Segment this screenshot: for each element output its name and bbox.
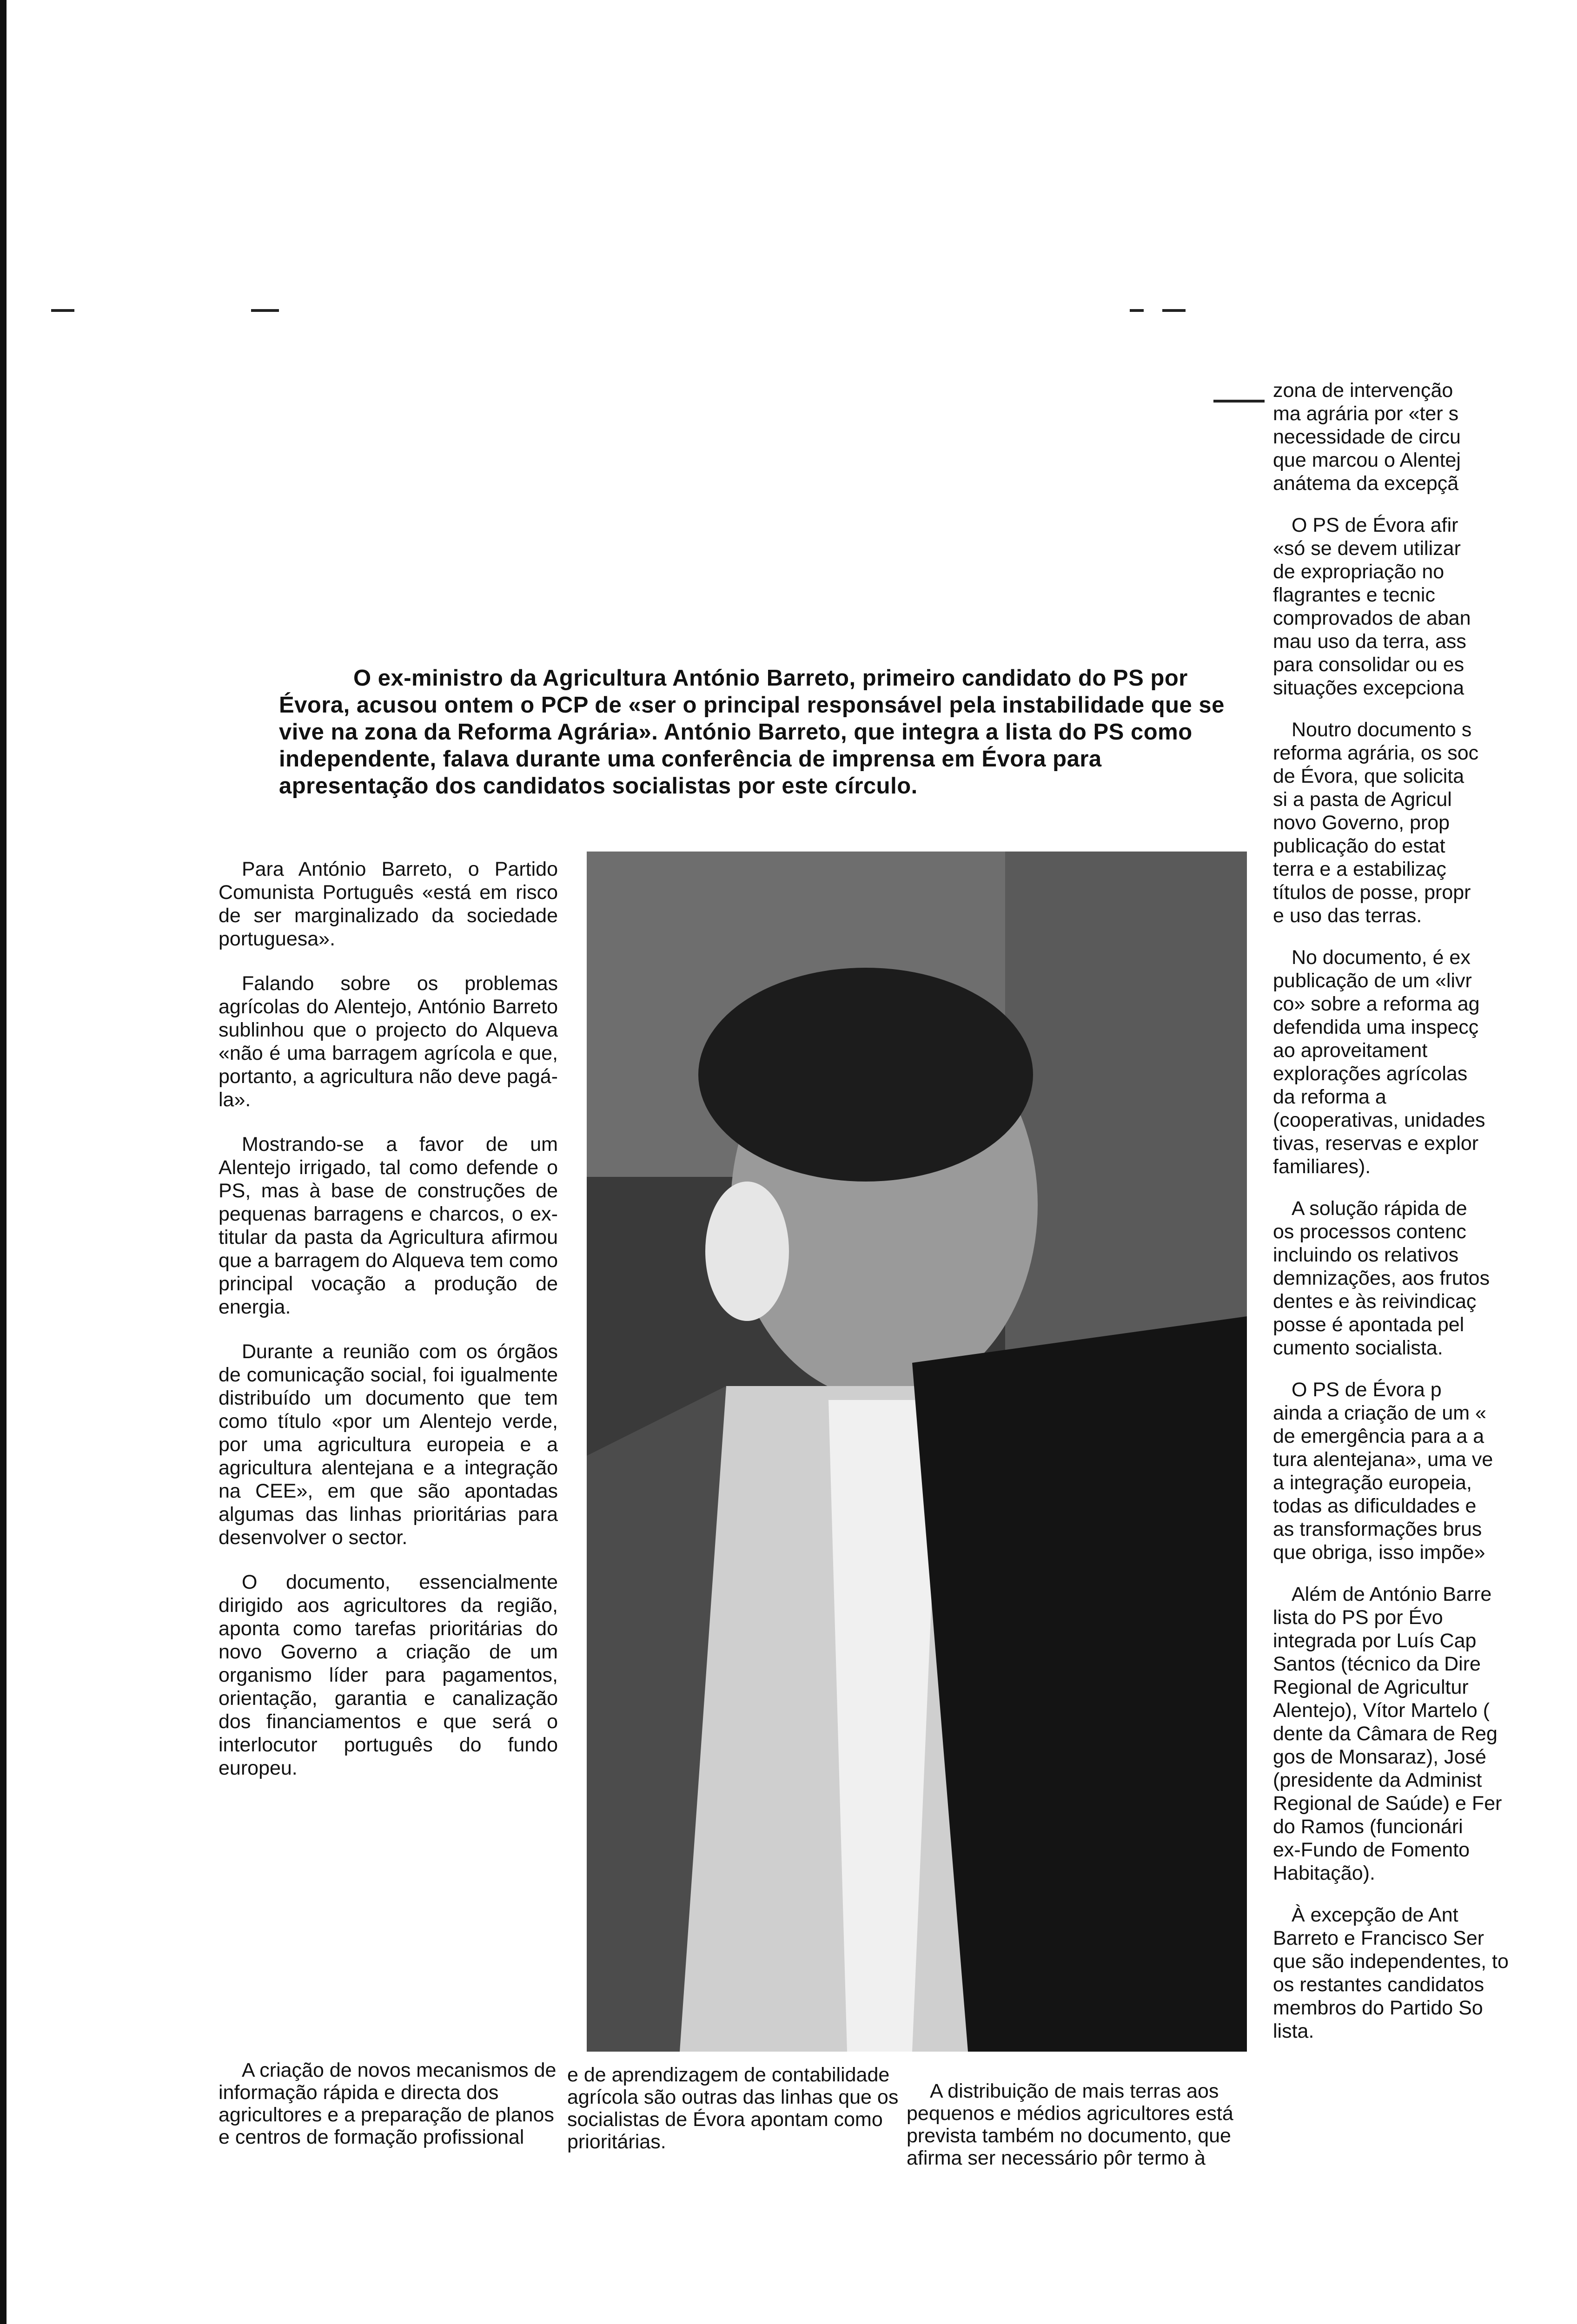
text-line: «só se devem utilizar: [1273, 537, 1461, 560]
paragraph: Falando sobre os problemas agrícolas do Alentejo, António Barreto sublinhou que o projecto do Alqueva «não é uma barragem agrícola e que, portanto, a agricultura não deve pagá-la».: [219, 972, 558, 1111]
text-line: defendida uma inspecç: [1273, 1016, 1479, 1038]
text-line: explorações agrícolas: [1273, 1063, 1468, 1085]
text-line: mau uso da terra, ass: [1273, 630, 1466, 653]
text-line: para consolidar ou es: [1273, 654, 1464, 676]
text-line: O PS de Évora afir: [1292, 514, 1458, 536]
text-line: as transformações brus: [1273, 1518, 1482, 1540]
text-line: novo Governo, prop: [1273, 812, 1450, 834]
text-line: si a pasta de Agricul: [1273, 788, 1452, 811]
text-line: comprovados de aban: [1273, 607, 1471, 629]
text-line: de emergência para a a: [1273, 1425, 1484, 1447]
paragraph: [1273, 1197, 1577, 1360]
text-line: tura alentejana», uma ve: [1273, 1448, 1493, 1471]
paragraph: [1273, 718, 1577, 927]
bottom-column-2: e de aprendizagem de contabilidade agrícola são outras das linhas que os socialistas de Évora apontam como prioritárias.: [567, 2064, 899, 2153]
text-line: ainda a criação de um «: [1273, 1402, 1486, 1424]
bottom-column-3: A distribuição de mais terras aos pequenos e médios agricultores está prevista também no documento, que afirma ser necessário pôr termo à: [907, 2080, 1233, 2169]
text-line: tivas, reservas e explor: [1273, 1132, 1479, 1155]
article-lead: O ex-ministro da Agricultura António Barreto, primeiro candidato do PS por Évora, acusou ontem o PCP de «ser o principal responsável pela instabilidade que se vive na zona da Reforma Agrária». António Barreto, que integra a lista do PS como independente, falava durante uma conferência de imprensa em Évora para apresentação dos candidatos socialistas por este círculo.: [279, 666, 1225, 799]
portrait-photo-image: [587, 852, 1247, 2052]
text-line: que são independentes, to: [1273, 1950, 1509, 1973]
text-line: do Ramos (funcionári: [1273, 1816, 1463, 1838]
text-line: (presidente da Administ: [1273, 1769, 1482, 1791]
paragraph: [1273, 1583, 1577, 1885]
bottom-column-1: A criação de novos mecanismos de informação rápida e directa dos agricultores e a preparação de planos e centros de formação profissional: [219, 2059, 557, 2148]
text-line: anátema da excepçã: [1273, 472, 1459, 495]
text-line: Alentejo), Vítor Martelo (: [1273, 1699, 1490, 1722]
text-line: e uso das terras.: [1273, 905, 1422, 927]
text-line: situações excepciona: [1273, 677, 1464, 699]
text-line: cumento socialista.: [1273, 1337, 1443, 1359]
scan-mark: [1213, 400, 1265, 403]
text-line: títulos de posse, propr: [1273, 881, 1471, 904]
text-line: lista.: [1273, 2020, 1314, 2042]
text-line: terra e a estabilizaç: [1273, 858, 1446, 880]
text-line: reforma agrária, os soc: [1273, 742, 1479, 764]
text-line: integrada por Luís Cap: [1273, 1630, 1477, 1652]
paragraph: [1273, 1378, 1577, 1564]
text-line: membros do Partido So: [1273, 1997, 1483, 2019]
text-line: À excepção de Ant: [1292, 1904, 1458, 1926]
paragraph: [1273, 379, 1577, 495]
text-line: de expropriação no: [1273, 561, 1444, 583]
text-line: a integração europeia,: [1273, 1472, 1472, 1494]
scan-mark: [51, 309, 74, 312]
paragraph: Para António Barreto, o Partido Comunista Português «está em risco de ser marginalizado da sociedade portuguesa».: [219, 858, 558, 950]
text-line: Regional de Agricultur: [1273, 1676, 1469, 1698]
text-line: flagrantes e tecnic: [1273, 584, 1435, 606]
text-line: da reforma a: [1273, 1086, 1386, 1108]
scan-edge-left: [0, 0, 7, 2324]
text-line: posse é apontada pel: [1273, 1314, 1464, 1336]
text-line: Barreto e Francisco Ser: [1273, 1927, 1484, 1949]
text-line: que obriga, isso impõe»: [1273, 1541, 1485, 1564]
text-line: publicação do estat: [1273, 835, 1445, 857]
text-line: ex-Fundo de Fomento: [1273, 1839, 1470, 1861]
scan-mark: [251, 309, 279, 312]
text-line: lista do PS por Évo: [1273, 1606, 1443, 1629]
scan-mark: [1130, 309, 1144, 312]
text-line: ma agrária por «ter s: [1273, 403, 1459, 425]
text-line: Habitação).: [1273, 1862, 1375, 1884]
text-line: os processos contenc: [1273, 1221, 1466, 1243]
text-line: necessidade de circu: [1273, 426, 1461, 448]
text-line: familiares).: [1273, 1155, 1371, 1178]
text-line: Noutro documento s: [1292, 719, 1472, 741]
text-line: zona de intervenção: [1273, 379, 1453, 402]
paragraph: Mostrando-se a favor de um Alentejo irrigado, tal como defende o PS, mas à base de construções de pequenas barragens e charcos, o ex-titular da pasta da Agricultura afirmou que a barragem do Alqueva tem como principal vocação a produção de energia.: [219, 1133, 558, 1318]
text-line: os restantes candidatos: [1273, 1974, 1484, 1996]
paragraph: O documento, essencialmente dirigido aos agricultores da região, aponta como tarefas prioritárias do novo Governo a criação de um organismo líder para pagamentos, orientação, garantia e canalização dos financiamentos e que será o interlocutor português do fundo europeu.: [219, 1571, 558, 1779]
text-line: de Évora, que solicita: [1273, 765, 1464, 787]
paragraph: [1273, 1903, 1577, 2043]
text-line: co» sobre a reforma ag: [1273, 993, 1480, 1015]
scan-mark: [1162, 309, 1186, 312]
article-left-column: [219, 858, 558, 1801]
text-line: O PS de Évora p: [1292, 1379, 1442, 1401]
text-line: No documento, é ex: [1292, 946, 1471, 969]
text-line: A solução rápida de: [1292, 1197, 1467, 1220]
text-line: ao aproveitament: [1273, 1039, 1428, 1062]
paragraph: Durante a reunião com os órgãos de comunicação social, foi igualmente distribuído um documento que tem como título «por um Alentejo verde, por uma agricultura europeia e a agricultura alentejana e a integração na CEE», em que são apontadas algumas das linhas prioritárias para desenvolver o sector.: [219, 1340, 558, 1549]
text-line: que marcou o Alentej: [1273, 449, 1461, 471]
paragraph: [1273, 946, 1577, 1178]
text-line: Além de António Barre: [1292, 1583, 1492, 1605]
text-line: demnizações, aos frutos: [1273, 1267, 1490, 1289]
text-line: incluindo os relativos: [1273, 1244, 1459, 1266]
text-line: dentes e às reivindicaç: [1273, 1290, 1477, 1313]
text-line: publicação de um «livr: [1273, 970, 1472, 992]
text-line: todas as dificuldades e: [1273, 1495, 1477, 1517]
text-line: dente da Câmara de Reg: [1273, 1723, 1497, 1745]
text-line: Santos (técnico da Dire: [1273, 1653, 1481, 1675]
paragraph: [1273, 514, 1577, 700]
text-line: Regional de Saúde) e Fer: [1273, 1792, 1502, 1815]
portrait-photo: [587, 852, 1247, 2052]
text-line: (cooperativas, unidades: [1273, 1109, 1485, 1131]
article-right-column: [1273, 379, 1577, 2061]
text-line: gos de Monsaraz), José: [1273, 1746, 1486, 1768]
